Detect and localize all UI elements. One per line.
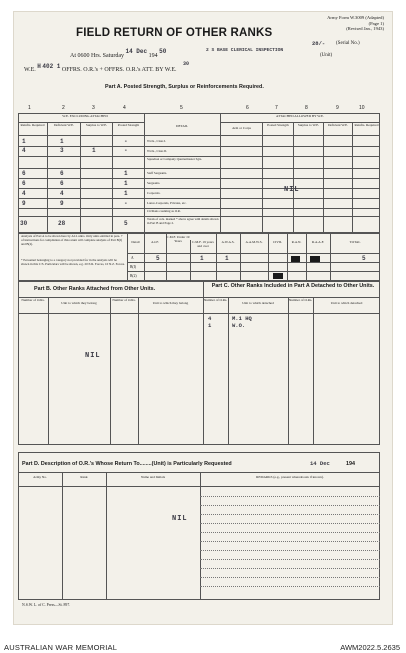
analysis-header: C.M.F. 19 years and over <box>192 240 214 248</box>
analysis-note: Analysis of Part A to be shown here by ALL units. Only units entitled in para. 7 of instructions for compilation of this return will complete analysis of Part B(I) and B(2). <box>21 234 123 246</box>
cell-value: 1 <box>124 170 128 177</box>
cell-value: 6 <box>60 170 64 177</box>
we-typed-2: 402 1 <box>42 63 61 70</box>
part-c-col-header: Unit to which detached <box>242 301 274 305</box>
analysis-awas: 1 <box>225 255 229 262</box>
page-number: (Page 1) <box>368 20 384 26</box>
row-detail: Civilians counting as O.R. <box>147 209 181 213</box>
part-d-col-header: Army No. <box>33 475 47 479</box>
cell-value: 30 <box>20 220 28 227</box>
part-d-col-header: REMARKS (e.g., present whereabouts if known). <box>256 475 324 479</box>
row-detail: Corporals. <box>147 191 161 195</box>
col-number: 3 <box>92 105 95 111</box>
col-number: 7 <box>275 105 278 111</box>
col-number: 8 <box>305 105 308 111</box>
revised-date: (Revised Jan., 1943) <box>346 26 384 32</box>
cell-value: 1 <box>92 147 96 154</box>
we-typed-3: 30 <box>183 61 190 67</box>
unit-typed: 2 S BASE CLERICAL INSPECTION <box>206 48 284 53</box>
analysis-header: A.A.M.W.S. <box>245 240 263 244</box>
cell-value: 3 <box>60 147 64 154</box>
date-year: 194 <box>148 53 158 59</box>
cell-value: 4 <box>22 147 26 154</box>
row-detail: Totals of cols. marked * above agree with details shown in Part B and Page 2. <box>147 217 219 225</box>
printer-imprint: N.S.W. L. of C. Press—St. 897. <box>22 603 71 607</box>
year-typed: 50 <box>159 48 167 55</box>
row-detail: W.Os., Class I. <box>147 139 167 143</box>
we-typed-1: H <box>37 63 41 70</box>
analysis-row-label: B(2) <box>130 274 137 278</box>
col-header: Deficient W.E. <box>327 123 349 127</box>
we-label: W.E. <box>24 67 36 73</box>
form-number-block <box>327 15 384 32</box>
col-header: Surplus to W.E. <box>85 123 108 127</box>
cell-value: 1 <box>60 138 64 145</box>
col-header: Deficient W.E. <box>53 123 75 127</box>
part-d-col-header: Rank <box>80 475 88 479</box>
analysis-total: 5 <box>362 255 366 262</box>
part-a-heading: Part A. Posted Strength, Surplus or Reinforcements Required. <box>105 84 264 90</box>
part-c-num: 1 <box>208 322 212 329</box>
row-detail: Staff Sergeants. <box>147 171 168 175</box>
part-b-nil: NIL <box>85 352 101 360</box>
part-c-heading: Part C. Other Ranks Included in Part A Detached to Other Units. <box>211 283 375 289</box>
part-b-col-header: Number of O.Rs. <box>112 298 136 302</box>
footer-source: AUSTRALIAN WAR MEMORIAL <box>4 643 118 652</box>
part-a-table <box>18 113 380 233</box>
form-number: Army Form W.3009 (Adapted) <box>327 15 384 20</box>
analysis-header: R.A.A.F. <box>311 240 325 244</box>
we-rest: OFFRS. O.R.'s + OFFRS. O.R.'s ATT. BY W.E. <box>61 67 177 73</box>
part-c-col-header: Number of O.Rs. <box>288 298 313 302</box>
col-number: 9 <box>336 105 339 111</box>
attached-allowed-header: ATTACHED ALLOWED BY W.E. <box>276 114 324 118</box>
col-number: 6 <box>246 105 249 111</box>
analysis-row-label: B(I) <box>130 265 136 269</box>
cell-value: 5 <box>124 220 128 227</box>
cell-value: 9 <box>22 200 26 207</box>
row-detail: Sergeants. <box>147 181 161 185</box>
date-line <box>70 48 167 59</box>
col-header: Posted Strength <box>267 123 289 127</box>
col-number: 5 <box>180 105 183 111</box>
page-title: FIELD RETURN OF OTHER RANKS <box>76 27 273 39</box>
cell-value: 4 <box>22 190 26 197</box>
we-line <box>24 63 177 73</box>
col-number: 4 <box>123 105 126 111</box>
blackout-mark <box>273 273 283 279</box>
unit-label: (Unit) <box>320 53 333 58</box>
date-prefix: At 0600 Hrs. Saturday <box>70 53 124 59</box>
analysis-header: TOTAL <box>349 240 361 244</box>
row-detail: W.Os., Class II. <box>147 149 168 153</box>
part-a-nil: NIL <box>284 186 300 194</box>
cell-value: 1 <box>124 190 128 197</box>
cell-value: 9 <box>60 200 64 207</box>
part-c-unit: W.O. <box>232 322 246 329</box>
analysis-row-label: A <box>131 256 134 260</box>
part-d-typed: 14 Dec <box>310 460 330 467</box>
blackout-mark <box>291 256 300 262</box>
col-header: Reinfts. Required <box>354 123 379 127</box>
col-header: Arm or Corps <box>232 126 251 130</box>
part-b-col-header: Number of O.Rs. <box>21 298 45 302</box>
part-c-unit: M.1 HQ <box>232 315 252 322</box>
cell-value: 6 <box>60 180 64 187</box>
serial-typed: 28/- <box>312 40 326 47</box>
cell-value: 4 <box>60 190 64 197</box>
analysis-cmf: 1 <box>200 255 204 262</box>
analysis-header: Detail <box>131 240 140 244</box>
cell-value: 1 <box>22 138 26 145</box>
part-c-num: 4 <box>208 315 212 322</box>
cell-value: - <box>124 200 128 207</box>
cell-value: 6 <box>22 170 26 177</box>
analysis-header: C.M.F. Under 19 Years <box>166 235 190 243</box>
analysis-header: CIVIL <box>272 240 283 244</box>
part-c-col-header: Unit to which detached <box>330 301 363 305</box>
cell-value: 6 <box>22 180 26 187</box>
col-header: Posted Strength <box>117 123 140 127</box>
row-detail: Squadron or Company Quartermaster Sgts. <box>147 157 202 161</box>
detail-header: DETAIL <box>176 124 188 128</box>
part-d-nil: NIL <box>172 515 188 523</box>
col-header: Surplus to W.E. <box>297 123 320 127</box>
part-b-col-header: Unit to which they belong <box>152 301 189 305</box>
analysis-header: R.A.N. <box>291 240 302 244</box>
analysis-aif: 5 <box>156 255 160 262</box>
cell-value: - <box>124 138 128 145</box>
blackout-mark <box>310 256 320 262</box>
part-c-col-header: Number of O.Rs. <box>203 298 228 302</box>
col-number: 2 <box>62 105 65 111</box>
serial-label: (Serial No.) <box>336 41 360 46</box>
cell-value: 1 <box>124 180 128 187</box>
part-b-col-header: Unit to which they belong <box>61 301 97 305</box>
footer-accession: AWM2022.5.2635 <box>340 643 400 652</box>
part-d-col-header: Name and Initials <box>140 475 166 479</box>
col-number: 10 <box>359 105 365 111</box>
date-typed: 14 Dec <box>125 48 148 55</box>
cell-value: 28 <box>58 220 66 227</box>
row-detail: Lance-Corporals, Privates, etc. <box>147 201 187 205</box>
analysis-header: A.I.F. <box>151 240 159 244</box>
analysis-note-2: * Personnel belonging to a category not provided for in the analysis will be shown in this C/S. Particulars will be shown, e.g. 20 E.R. Forces, 10 N.Z. Forces. <box>21 258 125 266</box>
part-d-heading: Part D. Description of O.R.'s Whose Return To........(Unit) is Particularly Requested <box>22 461 232 467</box>
col-number: 1 <box>28 105 31 111</box>
part-d-year: 194 <box>346 461 355 467</box>
we-excluding-header: W.E. EXCLUDING ATTACHED <box>62 114 108 118</box>
col-header: Reinfts. Required <box>20 123 45 127</box>
cell-value: - <box>124 147 128 154</box>
part-b-heading: Part B. Other Ranks Attached from Other Units. <box>34 286 156 292</box>
analysis-header: A.W.A.S. <box>221 240 235 244</box>
